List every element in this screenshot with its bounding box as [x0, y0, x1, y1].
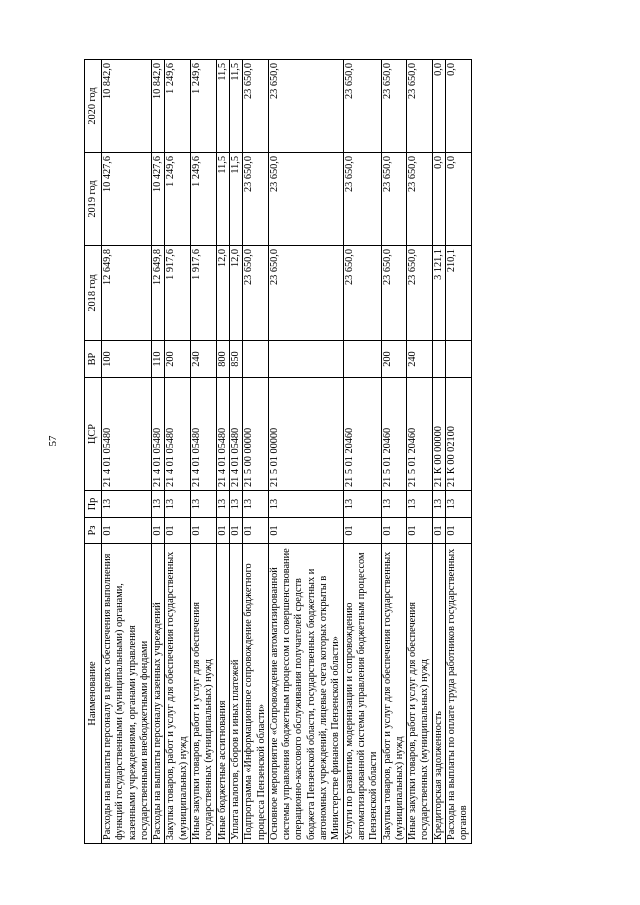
page-number: 57	[47, 435, 59, 447]
rotated-table-container	[84, 60, 540, 844]
header-name: Наименование	[85, 544, 102, 844]
cell-2019: 23 650,0	[343, 153, 381, 246]
cell-2020: 10 842,0	[102, 60, 152, 153]
cell-2019: 11,5	[216, 153, 229, 246]
cell-vr: 100	[102, 341, 152, 378]
cell-pr: 13	[243, 491, 269, 518]
cell-name: Закупка товаров, работ и услуг для обеспечения государственных (муниципальных) нужд	[165, 544, 191, 844]
cell-rz: 01	[343, 518, 381, 544]
cell-vr	[432, 341, 445, 378]
cell-rz: 01	[446, 518, 472, 544]
cell-rz: 01	[432, 518, 445, 544]
cell-pr: 13	[229, 491, 242, 518]
cell-2018: 23 650,0	[407, 246, 433, 341]
cell-rz: 01	[165, 518, 191, 544]
cell-csr: 21 4 01 05480	[191, 378, 217, 491]
cell-2018: 3 121,1	[432, 246, 445, 341]
cell-name: Подпрограмма «Информационное сопровождение бюджетного процесса Пензенской области»	[243, 544, 269, 844]
cell-name: Иные бюджетные ассигнования	[216, 544, 229, 844]
cell-csr: 21 4 01 05480	[165, 378, 191, 491]
cell-2018: 12 649,8	[152, 246, 165, 341]
table-row	[191, 60, 217, 844]
cell-rz: 01	[229, 518, 242, 544]
cell-pr: 13	[216, 491, 229, 518]
cell-2019: 23 650,0	[243, 153, 269, 246]
cell-rz: 01	[216, 518, 229, 544]
cell-name: Уплата налогов, сборов и иных платежей	[229, 544, 242, 844]
cell-2019: 0,0	[432, 153, 445, 246]
header-vr: ВР	[85, 341, 102, 378]
table-row	[152, 60, 165, 844]
cell-2019: 0,0	[446, 153, 472, 246]
table-row	[343, 60, 381, 844]
cell-csr: 21 5 01 00000	[268, 378, 343, 491]
cell-2018: 23 650,0	[381, 246, 407, 341]
cell-rz: 01	[152, 518, 165, 544]
header-2019: 2019 год	[85, 153, 102, 246]
cell-2020: 1 249,6	[191, 60, 217, 153]
table-row	[229, 60, 242, 844]
cell-2019: 10 427,6	[102, 153, 152, 246]
cell-csr: 21 5 01 20460	[343, 378, 381, 491]
cell-pr: 13	[381, 491, 407, 518]
cell-2020: 10 842,0	[152, 60, 165, 153]
header-pr: Пр	[85, 491, 102, 518]
cell-2020: 1 249,6	[165, 60, 191, 153]
cell-2020: 0,0	[446, 60, 472, 153]
cell-2019: 23 650,0	[381, 153, 407, 246]
cell-csr: 21 5 01 20460	[407, 378, 433, 491]
cell-2020: 23 650,0	[243, 60, 269, 153]
table-row	[216, 60, 229, 844]
cell-2018: 1 917,6	[191, 246, 217, 341]
table-row	[102, 60, 152, 844]
cell-name: Кредиторская задолженность	[432, 544, 445, 844]
cell-vr: 200	[165, 341, 191, 378]
table-row	[446, 60, 472, 844]
cell-pr: 13	[407, 491, 433, 518]
cell-pr: 13	[152, 491, 165, 518]
cell-vr: 850	[229, 341, 242, 378]
cell-2020: 23 650,0	[343, 60, 381, 153]
cell-vr	[268, 341, 343, 378]
cell-rz: 01	[268, 518, 343, 544]
cell-2018: 23 650,0	[243, 246, 269, 341]
cell-pr: 13	[446, 491, 472, 518]
cell-2020: 23 650,0	[268, 60, 343, 153]
cell-2019: 1 249,6	[165, 153, 191, 246]
header-rz: Рз	[85, 518, 102, 544]
cell-vr	[243, 341, 269, 378]
cell-2019: 10 427,6	[152, 153, 165, 246]
cell-2018: 12,0	[216, 246, 229, 341]
table-row	[381, 60, 407, 844]
header-2018: 2018 год	[85, 246, 102, 341]
cell-2018: 23 650,0	[343, 246, 381, 341]
table-row	[243, 60, 269, 844]
cell-pr: 13	[165, 491, 191, 518]
cell-rz: 01	[102, 518, 152, 544]
cell-name: Услуги по развитию, модернизации и сопровождению автоматизированной системы управления бюджетным процессом Пензенской области	[343, 544, 381, 844]
budget-table	[84, 59, 472, 844]
cell-vr: 110	[152, 341, 165, 378]
cell-vr: 240	[191, 341, 217, 378]
header-csr: ЦСР	[85, 378, 102, 491]
cell-vr: 200	[381, 341, 407, 378]
cell-2018: 210,1	[446, 246, 472, 341]
cell-vr: 240	[407, 341, 433, 378]
cell-2019: 11,5	[229, 153, 242, 246]
cell-2020: 23 650,0	[381, 60, 407, 153]
table-header-row	[85, 60, 102, 844]
cell-csr: 21 5 00 00000	[243, 378, 269, 491]
header-2020: 2020 год	[85, 60, 102, 153]
cell-2018: 12,0	[229, 246, 242, 341]
cell-2018: 23 650,0	[268, 246, 343, 341]
cell-csr: 21 К 00 00000	[432, 378, 445, 491]
cell-csr: 21 4 01 05480	[102, 378, 152, 491]
cell-vr: 800	[216, 341, 229, 378]
table-row	[407, 60, 433, 844]
cell-csr: 21 5 01 20460	[381, 378, 407, 491]
cell-2020: 0,0	[432, 60, 445, 153]
cell-pr: 13	[432, 491, 445, 518]
cell-pr: 13	[191, 491, 217, 518]
cell-rz: 01	[243, 518, 269, 544]
cell-2020: 23 650,0	[407, 60, 433, 153]
cell-pr: 13	[268, 491, 343, 518]
cell-csr: 21 4 01 05480	[152, 378, 165, 491]
cell-name: Закупка товаров, работ и услуг для обеспечения государственных (муниципальных) нужд	[381, 544, 407, 844]
cell-vr	[343, 341, 381, 378]
cell-2019: 1 249,6	[191, 153, 217, 246]
cell-name: Расходы на выплаты персоналу казенных учреждений	[152, 544, 165, 844]
cell-name: Иные закупки товаров, работ и услуг для обеспечения государственных (муниципальных) нужд	[407, 544, 433, 844]
cell-pr: 13	[343, 491, 381, 518]
cell-2018: 1 917,6	[165, 246, 191, 341]
cell-rz: 01	[407, 518, 433, 544]
cell-2020: 11,5	[216, 60, 229, 153]
cell-name: Расходы на выплаты по оплате труда работников государственных органов	[446, 544, 472, 844]
cell-name: Расходы на выплаты персоналу в целях обеспечения выполнения функций государственными (муниципальными) органами, казенными учреждениями, органами управления государственными внебюджетными фондами	[102, 544, 152, 844]
cell-2020: 11,5	[229, 60, 242, 153]
cell-csr: 21 К 00 02100	[446, 378, 472, 491]
cell-rz: 01	[381, 518, 407, 544]
cell-name: Основное мероприятие «Сопровождение автоматизированной системы управления бюджетным процессом и совершенствование операционно-кассового обслуживания получателей средств бюджета Пензенской области, государственных бюджетных и автономных учреждений, лицевые счета которых открыты в Министерстве финансов Пензенской области»	[268, 544, 343, 844]
table-body	[102, 60, 472, 844]
cell-csr: 21 4 01 05480	[216, 378, 229, 491]
cell-2018: 12 649,8	[102, 246, 152, 341]
table-row	[432, 60, 445, 844]
cell-rz: 01	[191, 518, 217, 544]
table-row	[268, 60, 343, 844]
cell-csr: 21 4 01 05480	[229, 378, 242, 491]
cell-name: Иные закупки товаров, работ и услуг для обеспечения государственных (муниципальных) нужд	[191, 544, 217, 844]
cell-2019: 23 650,0	[268, 153, 343, 246]
table-row	[165, 60, 191, 844]
cell-pr: 13	[102, 491, 152, 518]
cell-vr	[446, 341, 472, 378]
cell-2019: 23 650,0	[407, 153, 433, 246]
